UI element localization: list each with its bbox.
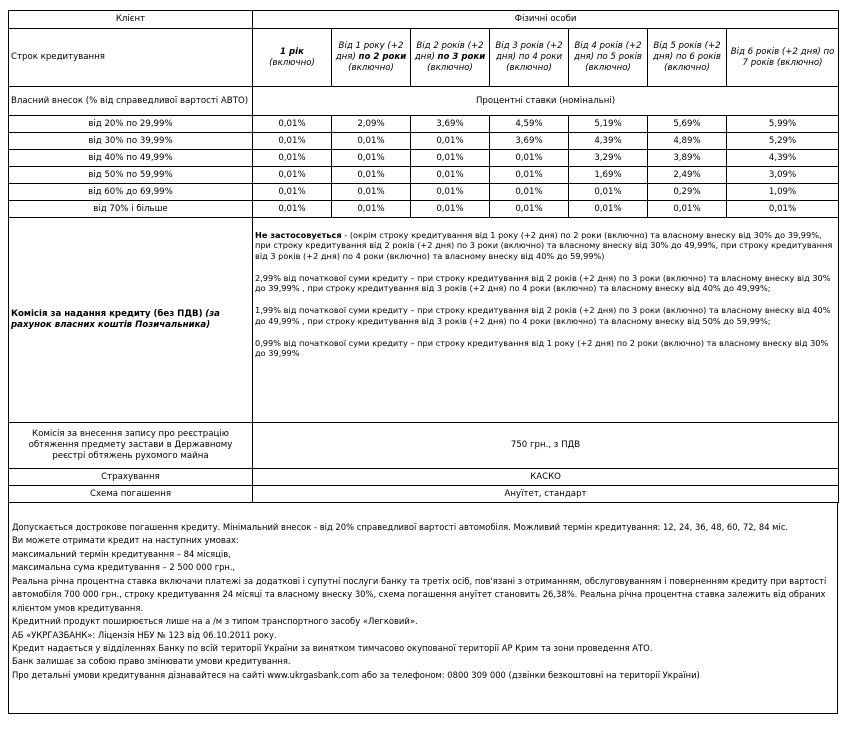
footer-line: АБ «УКРГАЗБАНК»: Ліцензія НБУ № 123 від 06.10.2011 року. (12, 629, 277, 640)
rate-cell: 3,89% (648, 150, 727, 167)
rate-row-label: від 70% і більше (9, 201, 253, 218)
client-label: Клієнт (9, 11, 253, 29)
commission-label: Комісія за надання кредиту (без ПДВ) (за рахунок власних коштів Позичальника) (9, 218, 253, 423)
rate-cell: 0,01% (253, 167, 332, 184)
rate-row (9, 133, 839, 150)
rate-cell: 0,01% (411, 150, 490, 167)
commission-row (9, 218, 839, 423)
rate-row-label: від 50% по 59,99% (9, 167, 253, 184)
rate-cell: 0,01% (332, 184, 411, 201)
rate-cell: 0,01% (253, 201, 332, 218)
rate-cell: 0,01% (411, 167, 490, 184)
commission-para: 1,99% від початкової суми кредиту – при строку кредитування від 2 років (+2 дня) по 3 роки (включно) та власному внеску від 40% до 49,99% , при строку кредитування від 3 років (+2 дня) по 4 роки (включно) та власному внеску від 50% до 59,99%; (255, 305, 831, 326)
rate-cell: 0,01% (253, 184, 332, 201)
term-header: Від 6 років (+2 дня) по 7 років (включно) (727, 29, 839, 87)
footer-line: Кредит надається у відділеннях Банку по всій території України за винятком тимчасово окупованої території АР Крим та зони проведення АТО. (12, 642, 653, 653)
rate-cell: 0,01% (332, 201, 411, 218)
rate-cell: 0,01% (569, 201, 648, 218)
footer-line: Ви можете отримати кредит на наступних умовах: (12, 535, 239, 546)
rate-cell: 0,01% (332, 167, 411, 184)
rate-cell: 4,89% (648, 133, 727, 150)
rate-row-label: від 20% по 29,99% (9, 116, 253, 133)
commission-para: Не застосовується - (окрім строку кредитування від 1 року (+2 дня) по 2 роки (включно) та власному внеску від 30% до 39,99%, при строку кредитування від 2 років (+2 дня) по 3 роки (включно) та власному внеску від 30% до 49,99%, при строку кредитування від 3 років (+2 дня) по 4 роки (включно) та власному внеску від 40% до 59,99%) (255, 230, 833, 261)
term-header: Від 1 року (+2 дня) по 2 роки (включно) (332, 29, 411, 87)
rate-cell: 4,39% (727, 150, 839, 167)
rate-cell: 0,01% (490, 184, 569, 201)
insurance-value: КАСКО (253, 469, 839, 486)
rate-cell: 0,29% (648, 184, 727, 201)
rate-cell: 0,01% (727, 201, 839, 218)
term-header: 1 рік (включно) (253, 29, 332, 87)
repayment-label: Схема погашення (9, 486, 253, 503)
rate-cell: 0,01% (648, 201, 727, 218)
rate-cell: 0,01% (411, 184, 490, 201)
rate-cell: 5,29% (727, 133, 839, 150)
rate-row-label: від 40% по 49,99% (9, 150, 253, 167)
rate-cell: 3,29% (569, 150, 648, 167)
rate-cell: 3,69% (411, 116, 490, 133)
term-header: Від 2 років (+2 дня) по 3 роки (включно) (411, 29, 490, 87)
footer-line: Кредитний продукт поширюється лише на а /м з типом транспортного засобу «Легковий». (12, 616, 418, 627)
term-header: Від 3 років (+2 дня) по 4 роки (включно) (490, 29, 569, 87)
rate-cell: 1,09% (727, 184, 839, 201)
client-value: Фізичні особи (253, 11, 839, 29)
term-header: Від 4 років (+2 дня) по 5 років (включно) (569, 29, 648, 87)
term-header: Від 5 років (+2 дня) по 6 років (включно) (648, 29, 727, 87)
rate-cell: 0,01% (569, 184, 648, 201)
rate-cell: 4,39% (569, 133, 648, 150)
rate-cell: 1,69% (569, 167, 648, 184)
rate-cell: 0,01% (490, 167, 569, 184)
rate-cell: 0,01% (490, 150, 569, 167)
insurance-label: Страхування (9, 469, 253, 486)
rate-row (9, 150, 839, 167)
rate-row (9, 201, 839, 218)
rate-cell: 5,69% (648, 116, 727, 133)
footer-line: Реальна річна процентна ставка включачи платежі за додаткові і супутні послуги банку та третіх осіб, пов'язані з отриманням, обслуговуванням і поверненням кредиту при вартості автомобіля 700 000 грн., строку кредитування 24 місяці та власному внеску 30%, схема погашення ануїтет становить 26,38%. Реальна річна процентна ставка залежить від обраних клієнтом умов кредитування. (12, 575, 827, 613)
rates-header: Процентні ставки (номінальні) (253, 87, 839, 116)
footer-line: Про детальні умови кредитування дізнавайтеся на сайті www.ukrgasbank.com або за телефоном: 0800 309 000 (дзвінки безкоштовні на території України) (12, 669, 700, 680)
footer-line: Банк залишає за собою право змінювати умови кредитування. (12, 656, 291, 667)
term-row (9, 29, 839, 87)
rate-cell: 4,59% (490, 116, 569, 133)
commission-conditions (253, 218, 839, 423)
client-row (9, 11, 839, 29)
rate-cell: 0,01% (332, 133, 411, 150)
credit-terms-document (8, 10, 838, 714)
registry-row (9, 423, 839, 469)
footer-line: максимальний термін кредитування – 84 місяців, (12, 548, 231, 559)
rate-cell: 3,69% (490, 133, 569, 150)
term-label: Строк кредитування (9, 29, 253, 87)
rate-row (9, 184, 839, 201)
rate-cell: 0,01% (411, 133, 490, 150)
rate-row (9, 116, 839, 133)
commission-para: 0,99% від початкової суми кредиту – при строку кредитування від 1 року (+2 дня) по 2 роки (включно) та власному внеску від 30% до 39,99% (255, 337, 829, 358)
rate-row (9, 167, 839, 184)
commission-para: 2,99% від початкової суми кредиту – при строку кредитування від 2 років (+2 дня) по 3 роки (включно) та власному внеску від 30% до 39,99% , при строку кредитування від 3 років (+2 дня) по 4 роки (включно) та власному внеску від 40% до 49,99%; (255, 272, 831, 293)
rate-row-label: від 30% по 39,99% (9, 133, 253, 150)
rate-cell: 0,01% (253, 133, 332, 150)
insurance-row (9, 469, 839, 486)
rate-cell: 0,01% (253, 116, 332, 133)
rate-cell: 2,49% (648, 167, 727, 184)
rate-cell: 3,09% (727, 167, 839, 184)
repayment-row (9, 486, 839, 503)
registry-value: 750 грн., з ПДВ (253, 423, 839, 469)
repayment-value: Ануїтет, стандарт (253, 486, 839, 503)
rate-cell: 0,01% (253, 150, 332, 167)
downpayment-label: Власний внесок (% від справедливої вартості АВТО) (9, 87, 253, 116)
rate-cell: 5,19% (569, 116, 648, 133)
footer-notes (8, 503, 838, 714)
footer-line: Допускається дострокове погашення кредиту. Мінімальний внесок - від 20% справедливої вартості автомобіля. Можливий термін кредитування: 12, 24, 36, 48, 60, 72, 84 міс. (12, 522, 789, 532)
rate-cell: 0,01% (332, 150, 411, 167)
rate-cell: 0,01% (411, 201, 490, 218)
registry-label: Комісія за внесення запису про реєстрацію обтяження предмету застави в Державному реєстрі обтяжень рухомого майна (9, 423, 253, 469)
footer-line: максимальна сума кредитування – 2 500 000 грн., (12, 562, 236, 573)
rate-cell: 0,01% (490, 201, 569, 218)
rate-row-label: від 60% до 69,99% (9, 184, 253, 201)
rate-cell: 2,09% (332, 116, 411, 133)
rate-cell: 5,99% (727, 116, 839, 133)
downpayment-row (9, 87, 839, 116)
credit-terms-table (8, 10, 839, 503)
